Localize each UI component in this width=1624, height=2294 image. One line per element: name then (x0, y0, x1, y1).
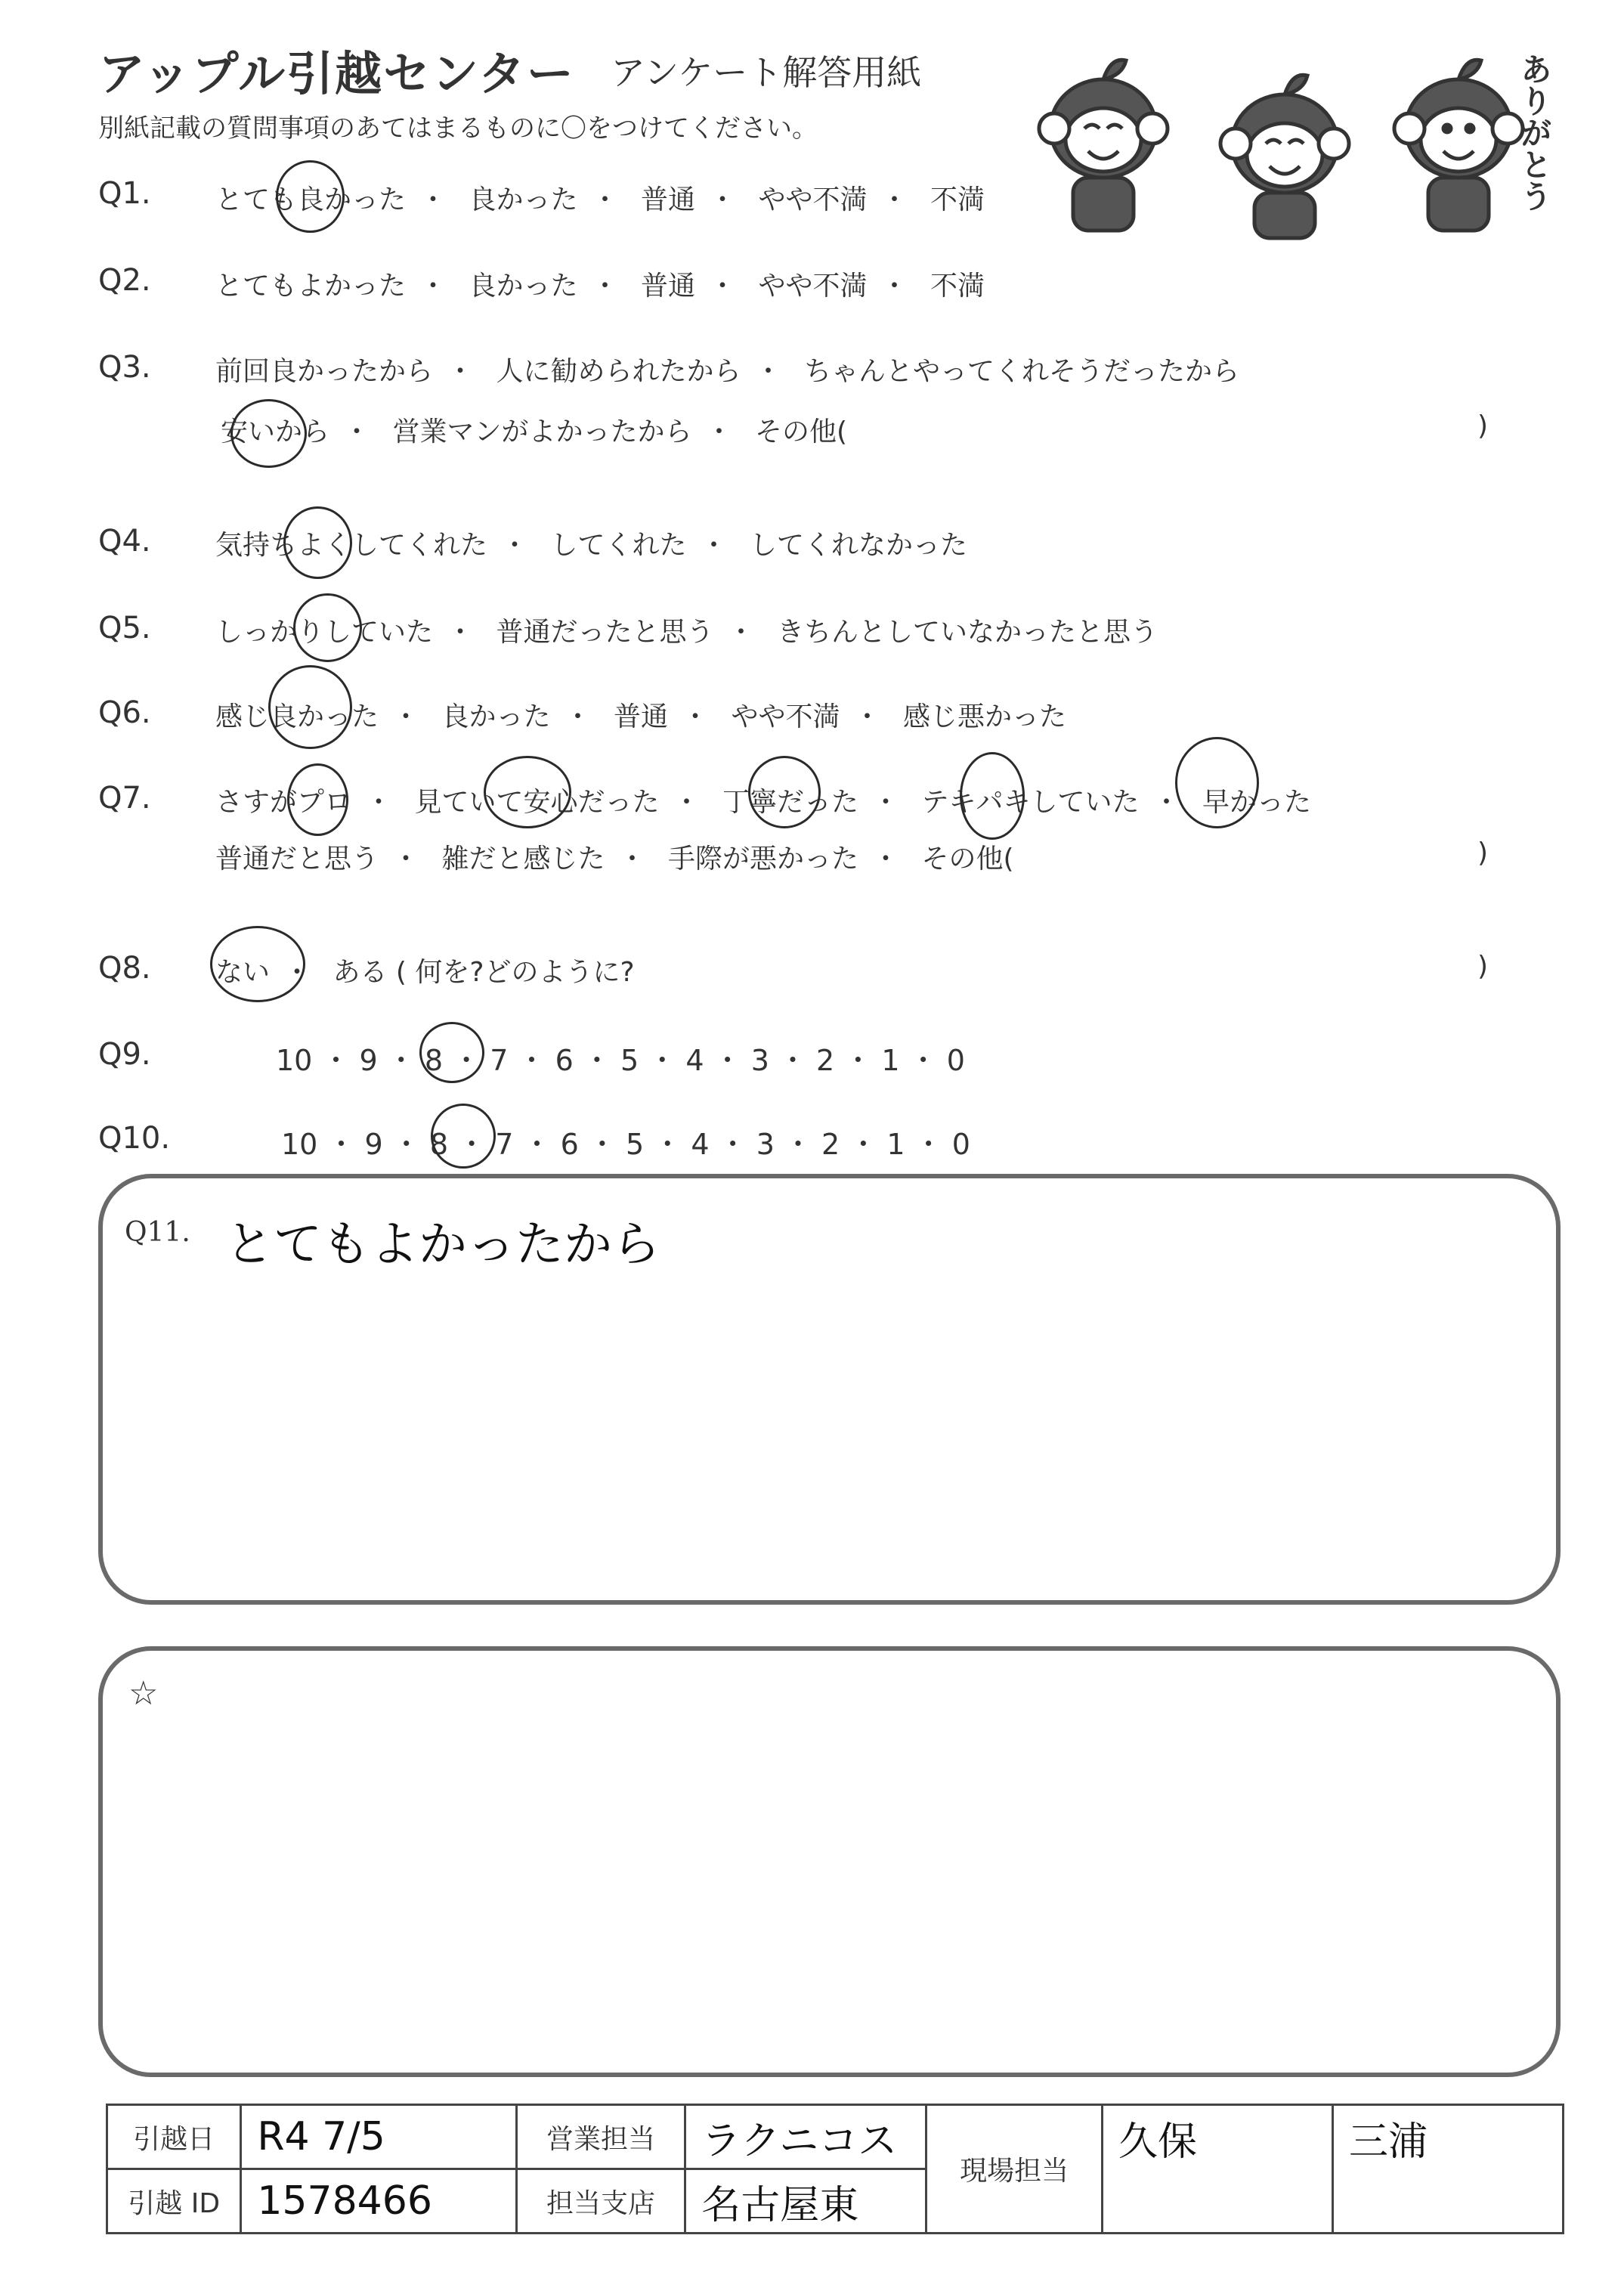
option[interactable]: やや不満 (731, 701, 840, 732)
option[interactable]: ある ( 何を?どのように? (333, 957, 635, 988)
branch-label: 担当支店 (516, 2169, 685, 2234)
answer-circle-mark (283, 506, 352, 579)
q4-label: Q4. (98, 524, 151, 559)
q7-close-paren: ) (1477, 837, 1489, 868)
option[interactable]: とてもよかった (215, 271, 407, 302)
q4-options: 気持ちよくしてくれた ・ してくれた ・ してくれなかった (215, 530, 967, 561)
option[interactable]: しっかりしていた (215, 617, 434, 648)
option[interactable]: 雑だと感じた (441, 844, 605, 875)
option[interactable]: テキパキしていた (921, 787, 1140, 818)
q1-label: Q1. (98, 176, 151, 211)
answer-circle-mark (293, 593, 362, 662)
scale-option[interactable]: 2 (816, 1044, 835, 1077)
scale-option[interactable]: 0 (946, 1044, 965, 1077)
instruction-text: 別紙記載の質問事項のあてはまるものに〇をつけてください。 (98, 113, 818, 144)
q8-close-paren: ) (1477, 951, 1489, 982)
option[interactable]: 前回良かったから (215, 356, 434, 387)
scale-option[interactable]: 5 (625, 1128, 645, 1161)
option[interactable]: やや不満 (758, 271, 868, 302)
scale-option[interactable]: 4 (685, 1044, 704, 1077)
option[interactable]: 普通 (613, 701, 668, 732)
branch-value[interactable]: 名古屋東 (685, 2169, 926, 2234)
option[interactable]: 良かった (469, 184, 578, 215)
option[interactable]: その他( (921, 844, 1014, 875)
scale-option[interactable]: 9 (364, 1128, 383, 1161)
q2-options: とてもよかった ・ 良かった ・ 普通 ・ やや不満 ・ 不満 (215, 271, 985, 302)
option[interactable]: 普通 (640, 184, 695, 215)
scale-option[interactable]: 6 (555, 1044, 574, 1077)
thanks-text: ありがとう (1516, 53, 1553, 212)
answer-circle-mark (419, 1022, 484, 1083)
option[interactable]: 良かった (441, 701, 551, 732)
scale-option[interactable]: 0 (951, 1128, 970, 1161)
star-label: ☆ (128, 1674, 159, 1713)
option[interactable]: 普通 (640, 271, 695, 302)
answer-circle-mark (268, 665, 352, 749)
option[interactable]: きちんとしていなかったと思う (776, 617, 1158, 648)
option[interactable]: ちゃんとやってくれそうだったから (803, 356, 1239, 387)
option[interactable]: 見ていて安心だった (414, 787, 660, 818)
option[interactable]: 安いから (221, 416, 330, 447)
q9-label: Q9. (98, 1037, 151, 1072)
q2-label: Q2. (98, 263, 151, 298)
q5-label: Q5. (98, 611, 151, 645)
monkey-mascot-illustration (1028, 45, 1542, 242)
q8-label: Q8. (98, 951, 151, 986)
option[interactable]: 普通だと思う (215, 844, 379, 875)
scale-option[interactable]: 9 (359, 1044, 378, 1077)
q11-label: Q11. (125, 1217, 190, 1248)
q3-options-line1: 前回良かったから ・ 人に勧められたから ・ ちゃんとやってくれそうだったから (215, 356, 1239, 387)
q3-label: Q3. (98, 350, 151, 385)
option[interactable]: やや不満 (758, 184, 868, 215)
q10-label: Q10. (98, 1121, 171, 1156)
answer-circle-mark (431, 1104, 496, 1169)
form-subtitle: アンケート解答用紙 (611, 52, 922, 93)
scale-option[interactable]: 8 (429, 1128, 449, 1161)
q11-handwritten-answer: とてもよかったから (225, 1217, 660, 1273)
scale-option[interactable]: 1 (886, 1128, 905, 1161)
answer-circle-mark (230, 399, 307, 468)
option[interactable]: とても良かった (215, 184, 407, 215)
site-staff-1[interactable]: 久保 (1102, 2105, 1332, 2234)
q5-options: しっかりしていた ・ 普通だったと思う ・ きちんとしていなかったと思う (215, 617, 1158, 648)
footer-info-table (106, 2104, 1564, 2234)
answer-circle-mark (484, 756, 571, 828)
scale-option[interactable]: 6 (560, 1128, 579, 1161)
option[interactable]: してくれなかった (749, 530, 967, 561)
scale-option[interactable]: 3 (750, 1044, 769, 1077)
site-label: 現場担当 (926, 2105, 1103, 2234)
q9-scale: 10 ・ 9 ・ 8 ・ 7 ・ 6 ・ 5 ・ 4 ・ 3 ・ 2 ・ 1 ・ 0 (276, 1044, 965, 1077)
scale-option[interactable]: 7 (495, 1128, 514, 1161)
scale-option[interactable]: 8 (424, 1044, 444, 1077)
scale-option[interactable]: 10 (281, 1128, 318, 1161)
scale-option[interactable]: 10 (276, 1044, 313, 1077)
form-title: アップル引越センター (98, 46, 575, 101)
site-staff-2[interactable]: 三浦 (1332, 2105, 1563, 2234)
answer-circle-mark (210, 926, 305, 1002)
option[interactable]: 良かった (469, 271, 578, 302)
option[interactable]: 早かった (1202, 787, 1311, 818)
scale-option[interactable]: 2 (821, 1128, 840, 1161)
scale-option[interactable]: 1 (881, 1044, 900, 1077)
option[interactable]: ない (215, 957, 271, 988)
q7-label: Q7. (98, 781, 151, 816)
answer-circle-mark (276, 160, 345, 233)
move-id-value[interactable]: 1578466 (241, 2169, 516, 2234)
sales-label: 営業担当 (516, 2105, 685, 2169)
option[interactable]: 感じ良かった (215, 701, 379, 732)
q6-label: Q6. (98, 695, 151, 730)
option[interactable]: 丁寧だった (722, 787, 858, 818)
answer-circle-mark (748, 756, 821, 828)
option[interactable]: 不満 (930, 184, 985, 215)
q1-options: とても良かった ・ 良かった ・ 普通 ・ やや不満 ・ 不満 (215, 184, 985, 215)
scale-option[interactable]: 4 (691, 1128, 710, 1161)
q7-options-line2: 普通だと思う ・ 雑だと感じた ・ 手際が悪かった ・ その他( (215, 844, 1014, 875)
q10-scale: 10 ・ 9 ・ 8 ・ 7 ・ 6 ・ 5 ・ 4 ・ 3 ・ 2 ・ 1 ・ 0 (281, 1128, 970, 1161)
scale-option[interactable]: 7 (490, 1044, 509, 1077)
q8-options: ない ・ ある ( 何を?どのように? (215, 957, 635, 988)
move-date-value[interactable]: R4 7/5 (241, 2105, 516, 2169)
q7-options-line1: さすがプロ ・ 見ていて安心だった ・ 丁寧だった ・ テキパキしていた ・ 早かった (215, 787, 1311, 818)
q6-options: 感じ良かった ・ 良かった ・ 普通 ・ やや不満 ・ 感じ悪かった (215, 701, 1066, 732)
sales-value[interactable]: ラクニコス (685, 2105, 926, 2169)
answer-circle-mark (960, 752, 1025, 840)
star-comment-box[interactable] (98, 1646, 1561, 2077)
option[interactable]: さすがプロ (215, 787, 352, 818)
answer-circle-mark (287, 763, 348, 836)
option[interactable]: 不満 (930, 271, 985, 302)
move-id-label: 引越 ID (107, 2169, 241, 2234)
scale-option[interactable]: 3 (756, 1128, 775, 1161)
option[interactable]: 手際が悪かった (667, 844, 858, 875)
option[interactable]: 感じ悪かった (902, 701, 1066, 732)
option[interactable]: 営業マンがよかったから (392, 416, 692, 447)
option[interactable]: 人に勧められたから (496, 356, 741, 387)
option[interactable]: その他( (754, 416, 848, 447)
q3-options-line2: 安いから ・ 営業マンがよかったから ・ その他( (221, 416, 848, 447)
option[interactable]: 普通だったと思う (496, 617, 714, 648)
answer-circle-mark (1175, 737, 1259, 828)
q3-close-paren: ) (1477, 410, 1489, 441)
scale-option[interactable]: 5 (620, 1044, 639, 1077)
option[interactable]: 気持ちよくしてくれた (215, 530, 488, 561)
move-date-label: 引越日 (107, 2105, 241, 2169)
option[interactable]: してくれた (550, 530, 687, 561)
